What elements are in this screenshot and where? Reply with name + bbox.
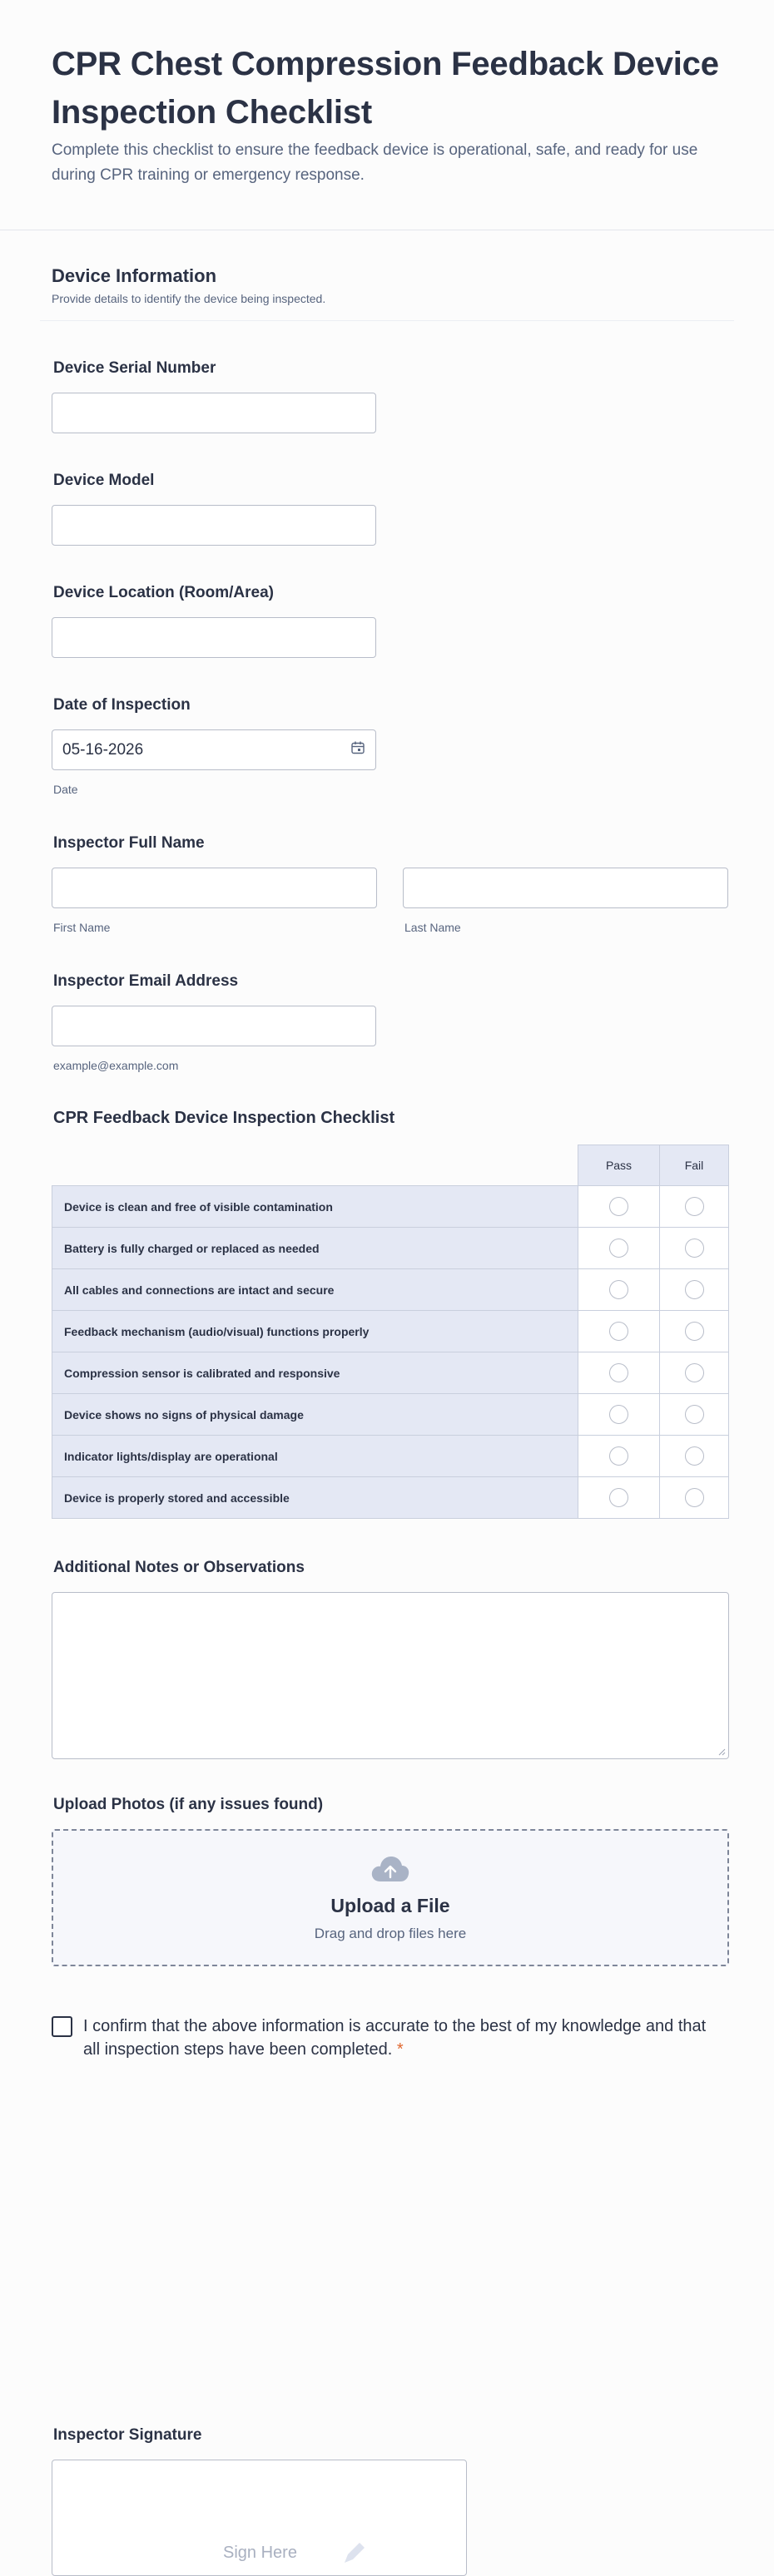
cell-fail <box>660 1269 729 1311</box>
device-model-input[interactable] <box>52 505 376 546</box>
checklist-title: CPR Feedback Device Inspection Checklist <box>53 1109 395 1127</box>
inspection-date-label: Date of Inspection <box>53 696 191 714</box>
radio-fail[interactable] <box>685 1322 704 1341</box>
radio-fail[interactable] <box>685 1405 704 1424</box>
checklist-field <box>52 1109 722 1519</box>
notes-textarea[interactable] <box>52 1592 729 1759</box>
last-name-sublabel: Last Name <box>404 921 461 934</box>
confirmation-checkbox[interactable] <box>52 2016 72 2037</box>
device-location-label: Device Location (Room/Area) <box>53 584 274 601</box>
pen-icon <box>340 2539 368 2568</box>
required-mark: * <box>396 2040 404 2059</box>
checklist-matrix <box>52 1145 729 1519</box>
checklist-header-row <box>52 1145 729 1186</box>
calendar-icon[interactable] <box>350 740 365 760</box>
cloud-upload-icon <box>370 1854 411 1888</box>
name-row <box>52 868 722 934</box>
checklist-item-label: Device is properly stored and accessible <box>52 1477 578 1519</box>
cell-fail <box>660 1352 729 1394</box>
form-title: CPR Chest Compression Feedback Device Inspection Checklist <box>52 46 719 131</box>
cell-pass <box>578 1186 660 1228</box>
cell-pass <box>578 1394 660 1436</box>
confirmation-label <box>83 2015 722 2061</box>
section-subtitle: Provide details to identify the device being inspected. <box>52 292 326 305</box>
cell-fail <box>660 1436 729 1477</box>
first-name-column <box>52 868 377 934</box>
inspection-date-sublabel: Date <box>53 783 78 796</box>
serial-number-input[interactable] <box>52 393 376 433</box>
signature-hint: Sign Here <box>223 2544 297 2562</box>
checklist-row <box>52 1186 729 1228</box>
cell-fail <box>660 1394 729 1436</box>
cell-pass <box>578 1311 660 1352</box>
device-model-field <box>52 472 722 546</box>
radio-pass[interactable] <box>609 1197 628 1216</box>
signature-label: Inspector Signature <box>53 2426 202 2444</box>
radio-pass[interactable] <box>609 1322 628 1341</box>
upload-subtitle: Drag and drop files here <box>314 1925 467 1941</box>
radio-fail[interactable] <box>685 1363 704 1382</box>
serial-number-field <box>52 359 722 433</box>
notes-field <box>52 1559 722 1759</box>
matrix-corner <box>52 1145 578 1186</box>
checklist-rows <box>52 1186 729 1519</box>
notes-label: Additional Notes or Observations <box>53 1559 305 1576</box>
device-location-input[interactable] <box>52 617 376 658</box>
radio-pass[interactable] <box>609 1446 628 1466</box>
inspector-email-label: Inspector Email Address <box>53 972 239 990</box>
checklist-item-label: Device is clean and free of visible contamination <box>52 1186 578 1228</box>
inspector-name-field <box>52 834 722 934</box>
checklist-item-label: Feedback mechanism (audio/visual) functions properly <box>52 1311 578 1352</box>
cell-pass <box>578 1228 660 1269</box>
checklist-row <box>52 1269 729 1311</box>
inspector-email-field <box>52 972 722 1072</box>
signature-pad[interactable] <box>52 2460 467 2576</box>
cell-fail <box>660 1186 729 1228</box>
checklist-item-label: Battery is fully charged or replaced as needed <box>52 1228 578 1269</box>
checklist-item-label: Indicator lights/display are operational <box>52 1436 578 1477</box>
checklist-item-label: Compression sensor is calibrated and responsive <box>52 1352 578 1394</box>
first-name-input[interactable] <box>52 868 377 908</box>
device-model-label: Device Model <box>53 472 155 489</box>
confirmation-text: I confirm that the above information is accurate to the best of my knowledge and that all inspection steps have been completed. <box>83 2017 707 2059</box>
inspector-name-label: Inspector Full Name <box>53 834 205 852</box>
cell-pass <box>578 1477 660 1519</box>
radio-fail[interactable] <box>685 1280 704 1299</box>
inspection-date-field <box>52 696 722 796</box>
checklist-row <box>52 1352 729 1394</box>
device-information-section <box>0 230 774 2061</box>
radio-fail[interactable] <box>685 1488 704 1507</box>
radio-fail[interactable] <box>685 1446 704 1466</box>
radio-pass[interactable] <box>609 1280 628 1299</box>
radio-fail[interactable] <box>685 1239 704 1258</box>
inspection-date-value: 05-16-2026 <box>62 740 144 759</box>
checklist-item-label: All cables and connections are intact and secure <box>52 1269 578 1311</box>
radio-pass[interactable] <box>609 1488 628 1507</box>
first-name-sublabel: First Name <box>53 921 111 934</box>
checklist-row <box>52 1394 729 1436</box>
upload-dropzone[interactable] <box>52 1829 729 1966</box>
device-location-field <box>52 584 722 658</box>
last-name-column <box>403 868 728 934</box>
last-name-input[interactable] <box>403 868 728 908</box>
upload-label: Upload Photos (if any issues found) <box>53 1796 324 1813</box>
signature-field <box>52 2426 467 2576</box>
inspection-date-input[interactable] <box>52 729 376 770</box>
cell-fail <box>660 1228 729 1269</box>
section-title: Device Information <box>52 265 217 286</box>
form-header <box>0 0 774 230</box>
cell-fail <box>660 1477 729 1519</box>
resize-handle-icon[interactable] <box>717 1748 726 1756</box>
upload-title: Upload a File <box>330 1894 450 1916</box>
cell-pass <box>578 1269 660 1311</box>
radio-pass[interactable] <box>609 1239 628 1258</box>
checklist-row <box>52 1228 729 1269</box>
inspector-email-sublabel: example@example.com <box>53 1059 179 1072</box>
upload-field <box>52 1796 722 1966</box>
column-header-fail: Fail <box>660 1145 729 1186</box>
cell-pass <box>578 1352 660 1394</box>
confirmation-field <box>52 2015 722 2061</box>
radio-fail[interactable] <box>685 1197 704 1216</box>
section-header <box>40 264 734 321</box>
form-description: Complete this checklist to ensure the feedback device is operational, safe, and ready for use during CPR training or emergency response. <box>52 141 698 184</box>
cell-fail <box>660 1311 729 1352</box>
checklist-item-label: Device shows no signs of physical damage <box>52 1394 578 1436</box>
checklist-row <box>52 1311 729 1352</box>
radio-pass[interactable] <box>609 1405 628 1424</box>
checklist-row <box>52 1477 729 1519</box>
column-header-pass: Pass <box>578 1145 660 1186</box>
checklist-row <box>52 1436 729 1477</box>
serial-number-label: Device Serial Number <box>53 359 216 377</box>
radio-pass[interactable] <box>609 1363 628 1382</box>
inspector-email-input[interactable] <box>52 1006 376 1046</box>
cell-pass <box>578 1436 660 1477</box>
